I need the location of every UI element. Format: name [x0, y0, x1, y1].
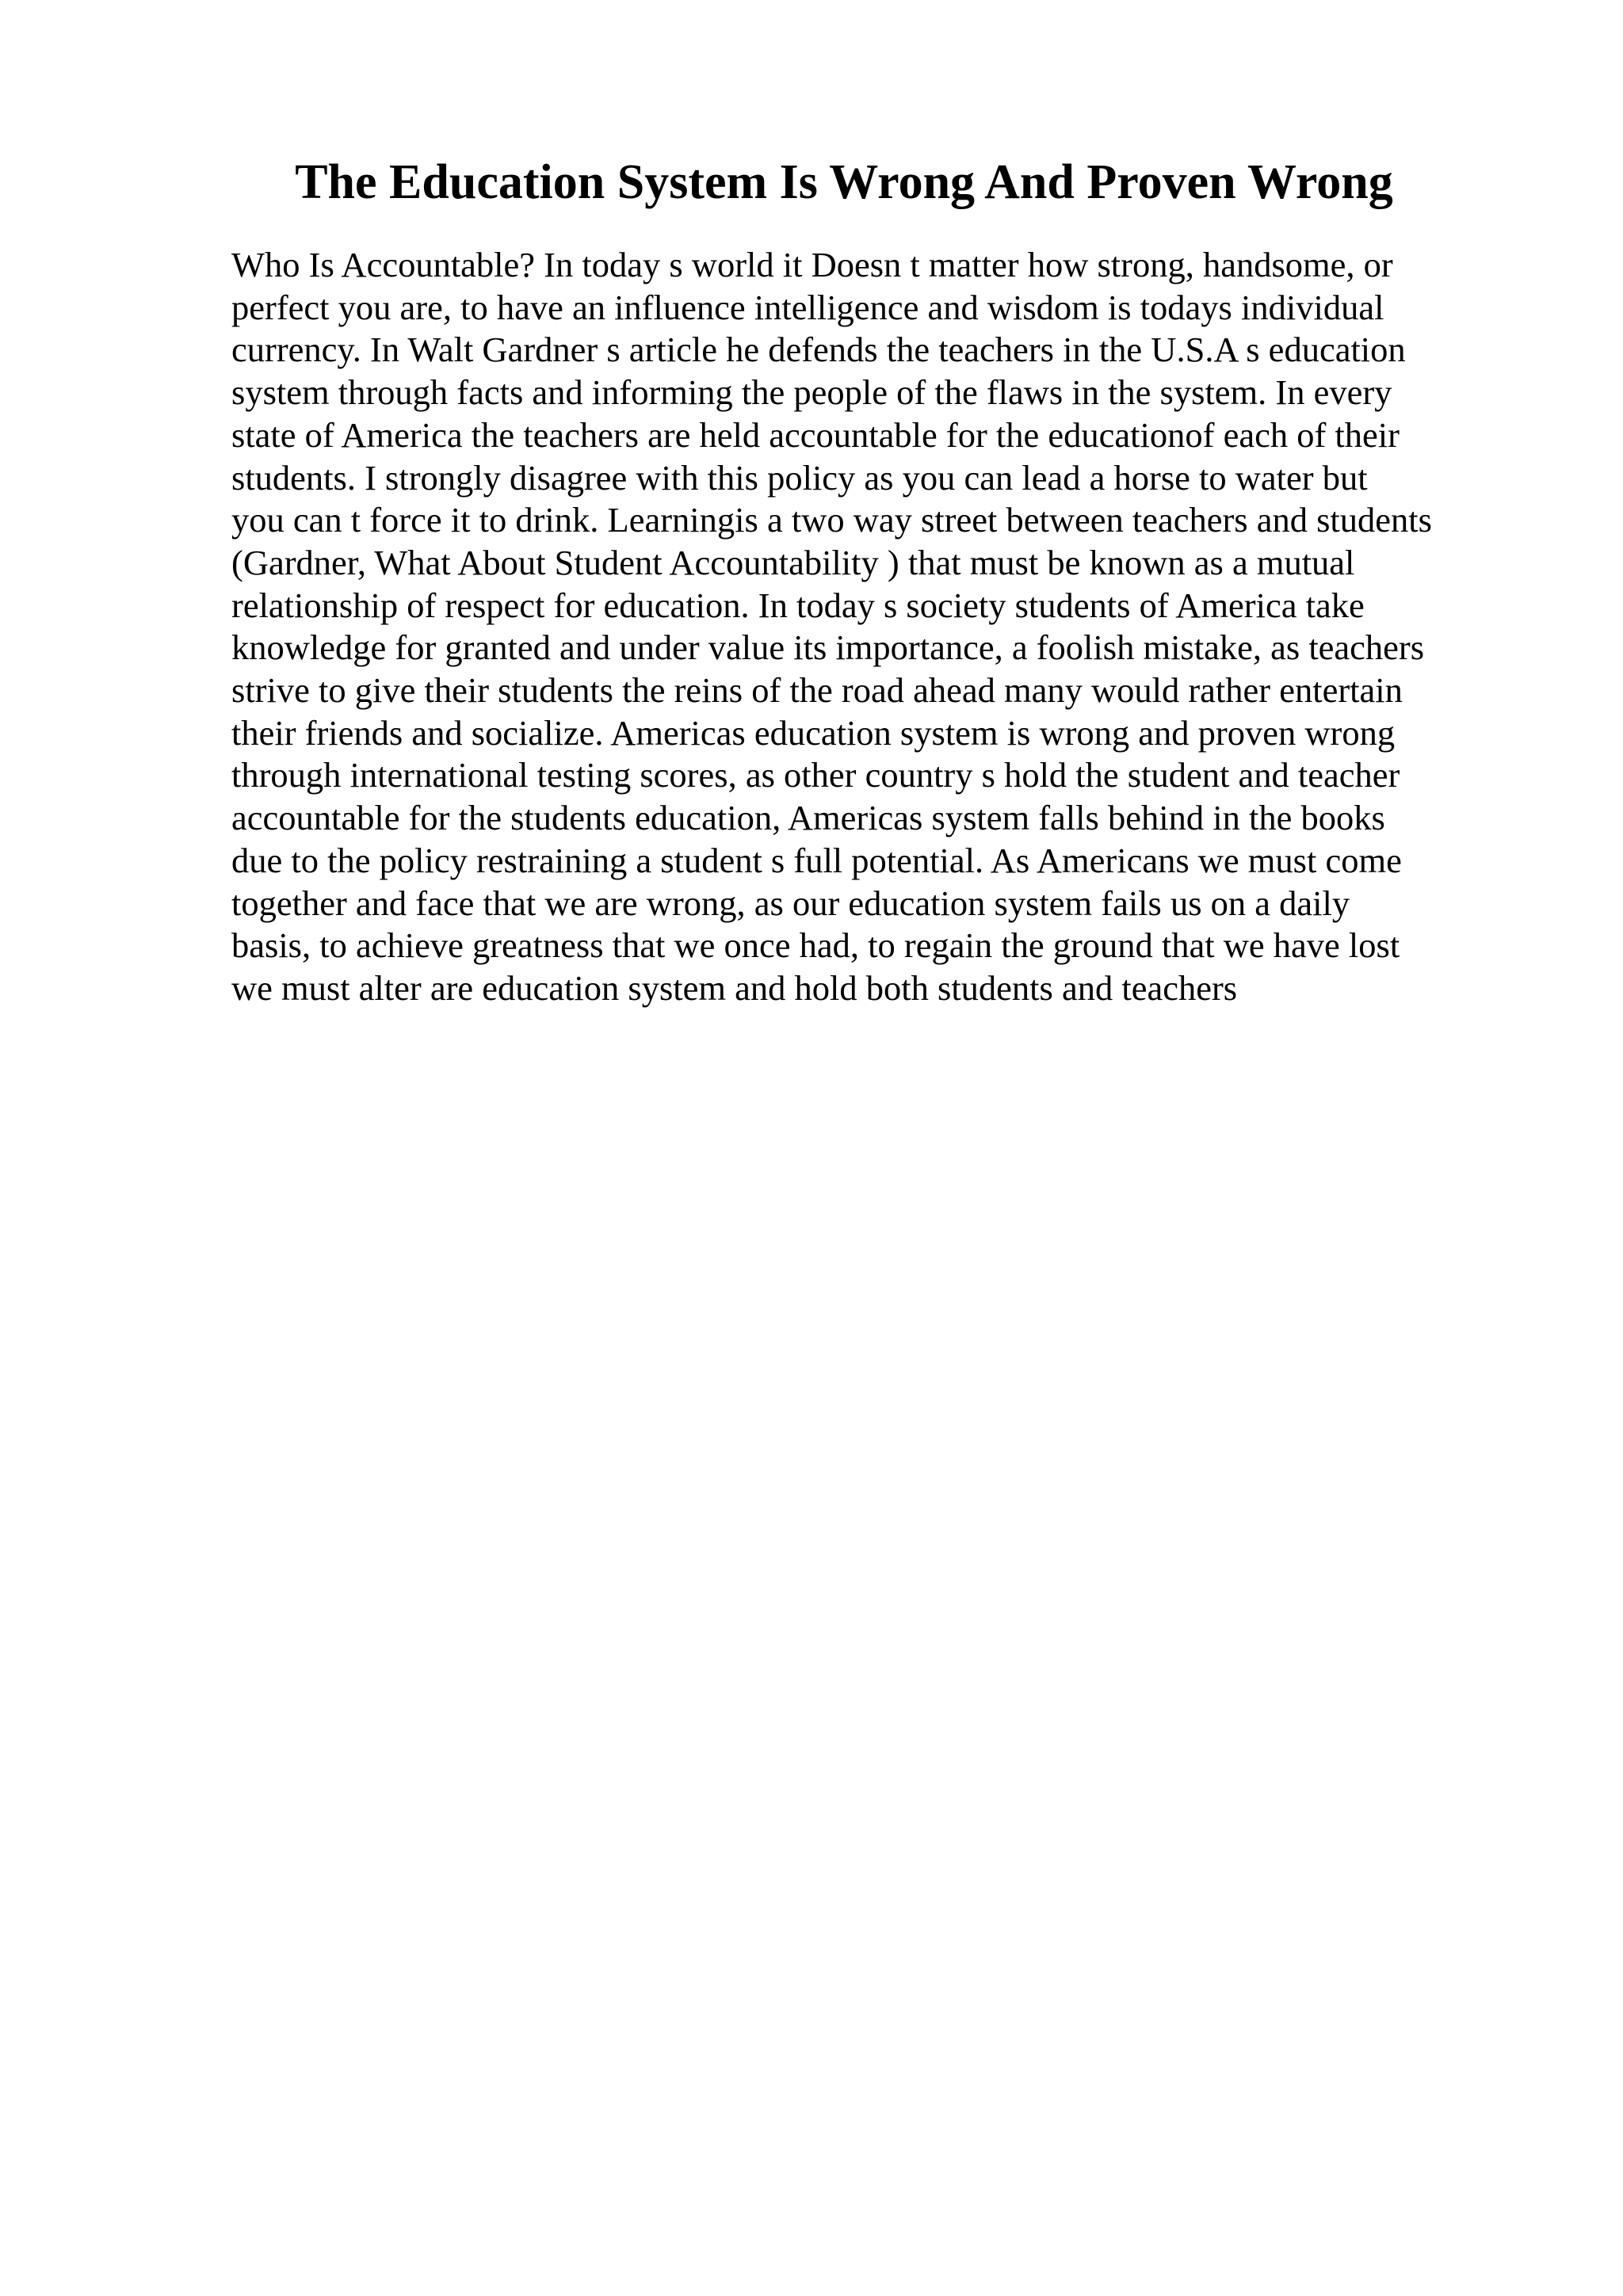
body-line: we must alter are education system and hold both students and teachers [231, 967, 1238, 1008]
body-line: together and face that we are wrong, as our education system fails us on a daily [231, 883, 1350, 923]
body-line: due to the policy restraining a student s full potential. As Americans we must come [231, 840, 1402, 880]
document-title: The Education System Is Wrong And Proven Wrong [295, 155, 1393, 209]
body-line: you can t force it to drink. Learningis a two way street between teachers and students [231, 500, 1432, 540]
body-line: their friends and socialize. Americas education system is wrong and proven wrong [231, 712, 1396, 753]
body-line: Who Is Accountable? In today s world it Doesn t matter how strong, handsome, or [231, 245, 1393, 284]
body-line: perfect you are, to have an influence intelligence and wisdom is todays individual [231, 287, 1384, 327]
document-body [231, 244, 1499, 1010]
body-line: strive to give their students the reins of the road ahead many would rather entertain [231, 670, 1403, 711]
body-line: through international testing scores, as other country s hold the student and teacher [231, 755, 1400, 795]
body-line: knowledge for granted and under value its importance, a foolish mistake, as teachers [231, 627, 1425, 668]
body-line: state of America the teachers are held accountable for the educationof each of their [231, 414, 1400, 455]
body-line: system through facts and informing the people of the flaws in the system. In every [231, 372, 1392, 413]
body-line: currency. In Walt Gardner s article he defends the teachers in the U.S.A s education [231, 330, 1406, 370]
body-line: students. I strongly disagree with this policy as you can lead a horse to water but [231, 457, 1368, 498]
body-line: basis, to achieve greatness that we once had, to regain the ground that we have lost [231, 925, 1400, 966]
body-line: (Gardner, What About Student Accountability ) that must be known as a mutual [231, 542, 1355, 582]
body-line: relationship of respect for education. In today s society students of America take [231, 585, 1365, 625]
body-line: accountable for the students education, Americas system falls behind in the books [231, 798, 1385, 838]
